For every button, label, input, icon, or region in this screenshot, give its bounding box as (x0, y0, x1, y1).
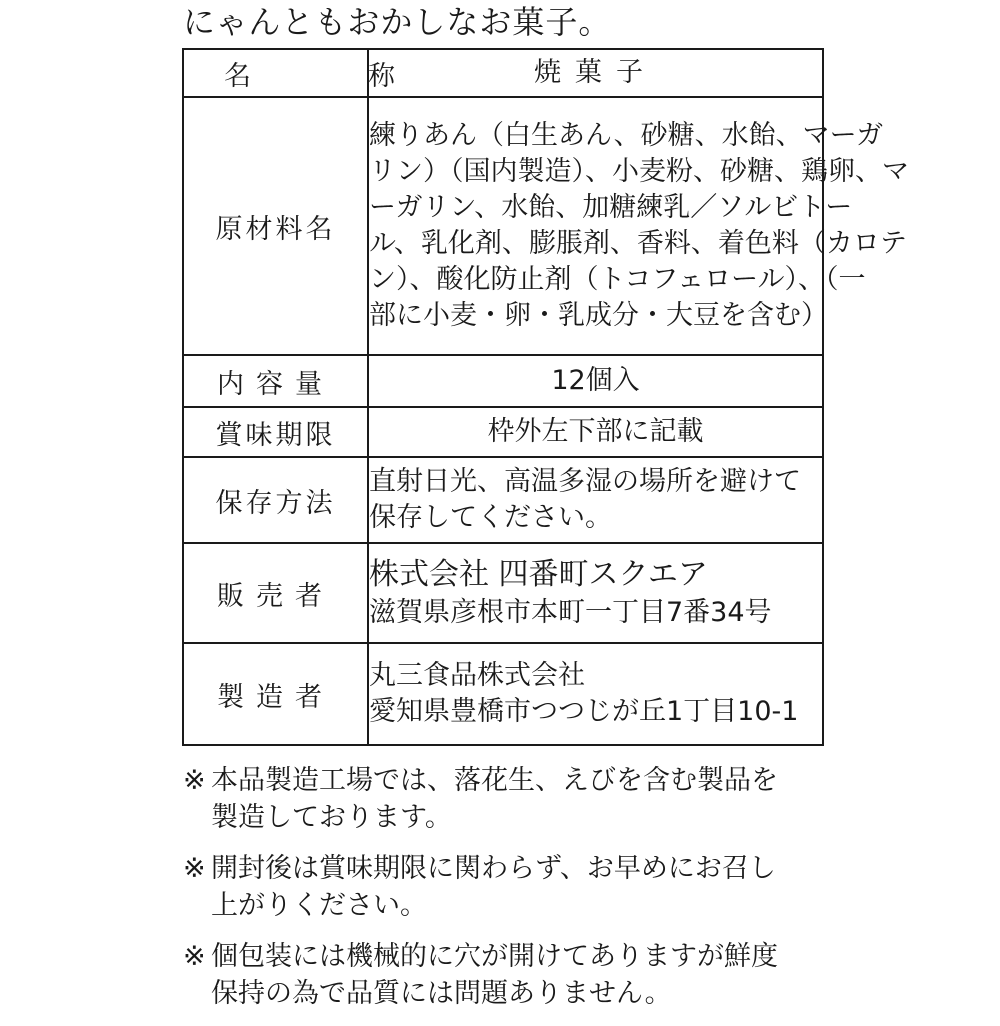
storage-line: 直射日光、高温多湿の場所を避けて (369, 466, 801, 497)
manufacturer-company: 丸三食品株式会社 (369, 660, 585, 691)
note-line: 製造しております。 (211, 802, 452, 833)
label-manufacturer: 製造者 (183, 643, 368, 745)
row-seller (183, 543, 823, 643)
label-storage: 保存方法 (183, 457, 368, 543)
value-seller (368, 543, 823, 643)
row-manufacturer (183, 643, 823, 745)
value-expiry: 枠外左下部に記載 (368, 407, 823, 457)
row-ingredients (183, 97, 823, 355)
notes-section (183, 762, 833, 1026)
note-line: 開封後は賞味期限に関わらず、お早めにお召し (211, 853, 776, 884)
ingredients-line: ル、乳化剤、膨脹剤、香料、着色料（カロテ (369, 228, 907, 259)
ingredients-line: 部に小麦・卵・乳成分・大豆を含む） (369, 300, 828, 331)
manufacturer-address: 愛知県豊橋市つつじが丘1丁目10-1 (369, 696, 799, 727)
storage-line: 保存してください。 (369, 502, 612, 533)
value-manufacturer (368, 643, 823, 745)
value-name: 焼菓子 (368, 49, 823, 97)
value-quantity: 12個入 (368, 355, 823, 407)
note-line: 本品製造工場では、落花生、えびを含む製品を (211, 765, 778, 796)
note-item (183, 938, 833, 1012)
page-title: にゃんともおかしなお菓子。 (183, 3, 612, 41)
label-ingredients: 原材料名 (183, 97, 368, 355)
label-quantity: 内容量 (183, 355, 368, 407)
label-seller: 販売者 (183, 543, 368, 643)
value-ingredients (368, 97, 909, 355)
row-expiry (183, 407, 823, 457)
note-line: 保持の為で品質には問題ありません。 (211, 978, 672, 1009)
row-quantity (183, 355, 823, 407)
label-expiry: 賞味期限 (183, 407, 368, 457)
ingredients-line: ン）、酸化防止剤（トコフェロール）、（一 (369, 264, 866, 295)
row-name (183, 49, 823, 97)
note-mark: ※ (183, 765, 206, 796)
note-item (183, 850, 833, 924)
ingredients-line: リン）（国内製造）、小麦粉、砂糖、鶏卵、マ (369, 156, 909, 187)
note-mark: ※ (183, 941, 206, 972)
seller-address: 滋賀県彦根市本町一丁目7番34号 (369, 597, 772, 628)
note-mark: ※ (183, 853, 206, 884)
note-line: 個包装には機械的に穴が開けてありますが鮮度 (211, 941, 778, 972)
seller-company: 株式会社 四番町スクエア (369, 557, 708, 592)
ingredients-line: ーガリン、水飴、加糖練乳／ソルビトー (369, 192, 853, 223)
value-storage (368, 457, 823, 543)
label-name: 名 称 (183, 49, 368, 97)
row-storage (183, 457, 823, 543)
note-item (183, 762, 833, 836)
product-label-table (182, 48, 909, 746)
ingredients-line: 練りあん（白生あん、砂糖、水飴、マーガ (369, 120, 884, 151)
note-line: 上がりください。 (211, 890, 427, 921)
